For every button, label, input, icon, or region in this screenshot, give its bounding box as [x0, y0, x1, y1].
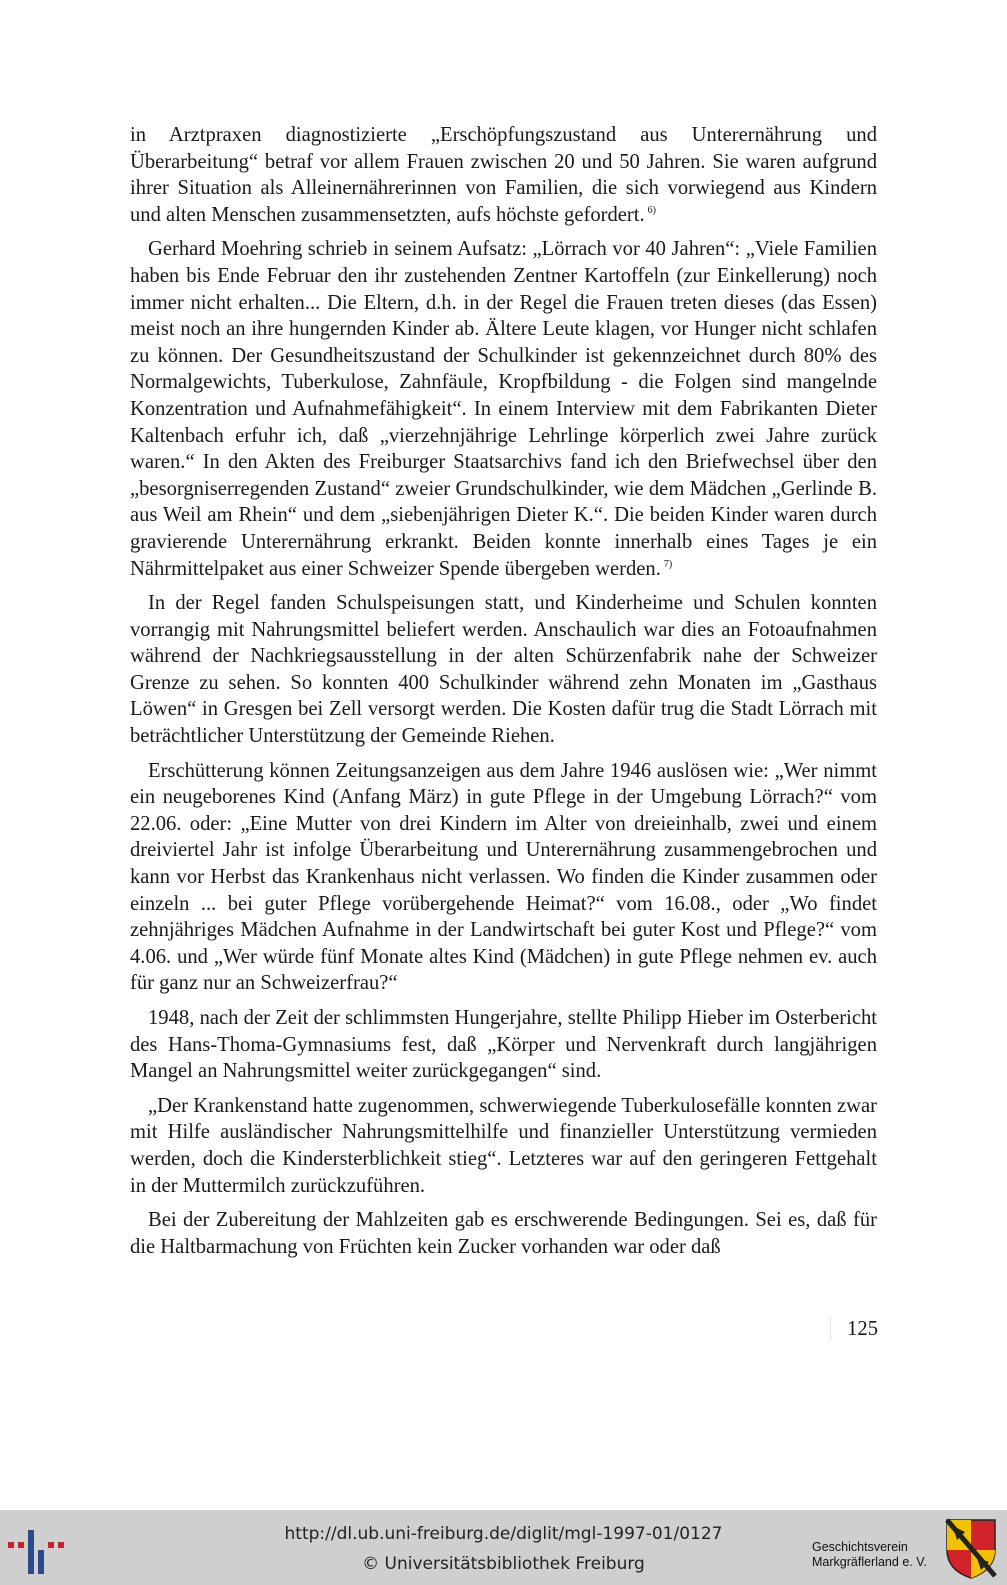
paragraph-text: 1948, nach der Zeit der schlimmsten Hungerjahre, stellte Philipp Hieber im Osterbericht des Hans-Thoma-Gymnasiums fest, daß „Körper und Nervenkraft durch langjährigen Mangel an Nahrungsmittel weiter zurückgegangen“ sind.: [130, 1007, 877, 1083]
copyright-notice: © Universitätsbibliothek Freiburg: [362, 1554, 645, 1574]
paragraph-7: [130, 1207, 877, 1260]
paragraph-text: In der Regel fanden Schulspeisungen statt, und Kinderheime und Schulen konnten vorrangig mit Nahrungsmittel beliefert werden. Anschaulich war dies an Fotoaufnahmen während der Nachkriegsausstellung in der alten Schürzenfabrik nahe der Schweizer Grenze zu sehen. So konnten 400 Schulkinder während zehn Monaten im „Gasthaus Löwen“ in Gresgen bei Zell versorgt werden. Die Kosten dafür trug die Stadt Lörrach mit beträchtlicher Unterstützung der Gemeinde Riehen.: [130, 592, 877, 748]
coat-of-arms-icon: [945, 1518, 997, 1580]
paragraph-text: Bei der Zubereitung der Mahlzeiten gab es erschwerende Bedingungen. Sei es, daß für die Haltbarmachung von Früchten kein Zucker vorhanden war oder daß: [130, 1209, 877, 1258]
paragraph-text: Erschütterung können Zeitungsanzeigen aus dem Jahre 1946 auslösen wie: „Wer nimmt ein neugeborenes Kind (Anfang März) in gute Pflege in der Umgebung Lörrach?“ vom 22.06. oder: „Eine Mutter von drei Kindern im Alter von dreieinhalb, zwei und einem dreiviertel Jahr ist infolge Überarbeitung und Unterernährung zusammengebrochen und kann vor Herbst das Krankenhaus nicht verlassen. Wo finden die Kinder zusammen oder einzeln ... bei guter Pflege vorübergehende Heimat?“ vom 16.08., oder „Wo findet zehnjähriges Mädchen Aufnahme in der Landwirtschaft bei guter Kost und Pflege?“ vom 4.06. und „Wer würde fünf Monate altes Kind (Mädchen) in gute Pflege nehmen ev. auch für ganz nur an Schweizerfrau?“: [130, 759, 877, 995]
paragraph-text: Gerhard Moehring schrieb in seinem Aufsatz: „Lörrach vor 40 Jahren“: „Viele Familien haben bis Ende Februar den ihr zustehenden Zentner Kartoffeln (zur Einkellerung) noch immer nicht erhalten... Die Eltern, d.h. in der Regel die Frauen treten dieses (das Essen) meist noch an ihre hungernden Kinder ab. Ältere Leute klagen, vor Hunger nicht schlafen zu können. Der Gesundheitszustand der Schulkinder ist gekennzeichnet durch 80% des Normalgewichts, Tuberkulose, Zahnfäule, Kropfbildung - die Folgen sind mangelnde Konzentration und Aufnahmefähigkeit“. In einem Interview mit dem Fabrikanten Dieter Kaltenbach erfuhr ich, daß „vierzehnjährige Lehrlinge körperlich zwei Jahre zurück waren.“ In den Akten des Freiburger Staatsarchivs fand ich den Briefwechsel über den „besorgniserregenden Zustand“ zweier Grundschulkinder, wie dem Mädchen „Gerlinde B. aus Weil am Rhein“ und dem „siebenjährigen Dieter K.“. Die beiden Kinder waren durch gravierende Unterernährung erkrankt. Beiden konnte innerhalb eines Tages je ein Nährmittelpaket aus einer Schweizer Spende übergeben werden.: [130, 238, 877, 580]
society-line-2: Markgräflerland e. V.: [812, 1555, 927, 1569]
paragraph-2: [130, 236, 877, 582]
paragraph-4: [130, 758, 877, 997]
footer-bar: [0, 1510, 1007, 1585]
society-name: [812, 1540, 927, 1570]
paragraph-text: „Der Krankenstand hatte zugenommen, schwerwiegende Tuberkulosefälle konnten zwar mit Hilfe ausländischer Nahrungsmittelhilfe und finanzieller Unterstützung vermieden werden, doch die Kindersterblichkeit stieg“. Letzteres war auf den geringeren Fettgehalt in der Muttermilch zurückzuführen.: [130, 1094, 877, 1197]
society-line-1: Geschichtsverein: [812, 1540, 908, 1554]
footnote-marker[interactable]: 6): [647, 204, 657, 216]
paragraph-5: [130, 1005, 877, 1085]
paragraph-6: [130, 1093, 877, 1199]
paragraph-3: [130, 590, 877, 750]
footnote-marker[interactable]: 7): [663, 558, 673, 570]
permalink-url[interactable]: http://dl.ub.uni-freiburg.de/diglit/mgl-1997-01/0127: [284, 1524, 723, 1544]
page-number: 125: [830, 1318, 878, 1341]
paragraph-text: in Arztpraxen diagnostizierte „Erschöpfungszustand aus Unterernährung und Überarbeitung“ betraf vor allem Frauen zwischen 20 und 50 Jahren. Sie waren aufgrund ihrer Situation als Alleinernährerinnen von Familien, die sich vorwiegend aus Kindern und alten Menschen zusammensetzten, aufs höchste gefordert.: [130, 124, 877, 226]
paragraph-1: [130, 122, 877, 228]
page-body: [130, 122, 877, 1268]
